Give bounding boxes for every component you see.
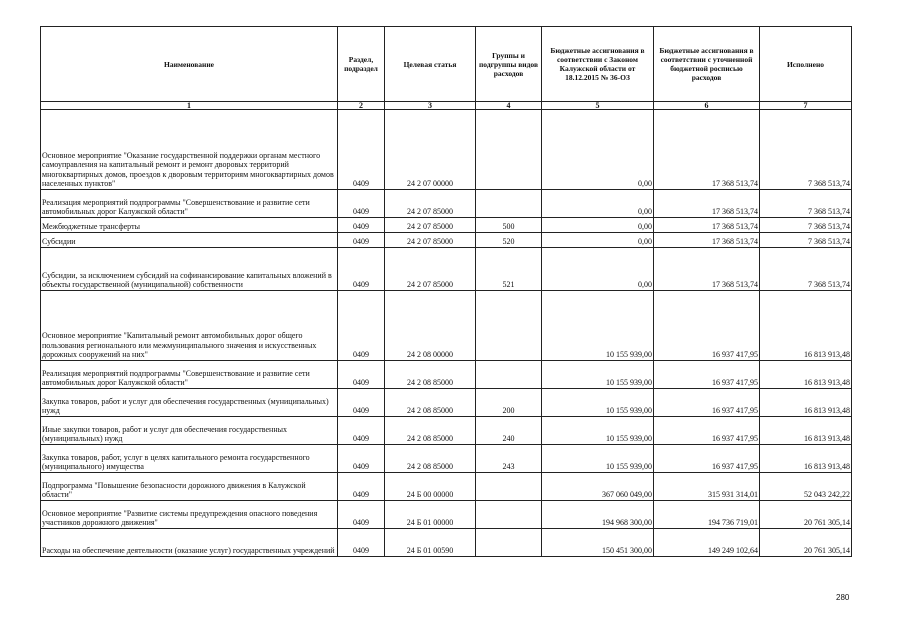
table-cell-target: 24 2 07 85000 bbox=[385, 190, 476, 218]
table-cell-group: 240 bbox=[476, 417, 542, 445]
table-cell-refined: 16 937 417,95 bbox=[654, 291, 760, 361]
table-cell-executed: 7 368 513,74 bbox=[760, 248, 852, 291]
table-cell-name: Субсидии bbox=[41, 233, 338, 248]
table-cell-law: 10 155 939,00 bbox=[542, 291, 654, 361]
table-cell-section: 0409 bbox=[338, 417, 385, 445]
table-cell-law: 10 155 939,00 bbox=[542, 389, 654, 417]
table-cell-refined: 17 368 513,74 bbox=[654, 190, 760, 218]
table-cell-refined: 16 937 417,95 bbox=[654, 417, 760, 445]
table-row bbox=[41, 445, 852, 473]
table-cell-executed: 16 813 913,48 bbox=[760, 389, 852, 417]
table-row bbox=[41, 501, 852, 529]
table-cell-refined: 194 736 719,01 bbox=[654, 501, 760, 529]
table-cell-target: 24 Б 01 00000 bbox=[385, 501, 476, 529]
table-cell-executed: 16 813 913,48 bbox=[760, 445, 852, 473]
header-executed: Исполнено bbox=[760, 27, 852, 102]
table-cell-executed: 20 761 305,14 bbox=[760, 501, 852, 529]
table-cell-name: Основное мероприятие "Капитальный ремонт автомобильных дорог общего пользования регионального или межмуниципального значения и искусственных дорожных сооружений на них" bbox=[41, 291, 338, 361]
table-cell-refined: 16 937 417,95 bbox=[654, 361, 760, 389]
table-cell-target: 24 2 08 00000 bbox=[385, 291, 476, 361]
table-cell-refined: 315 931 314,01 bbox=[654, 473, 760, 501]
table-cell-executed: 16 813 913,48 bbox=[760, 291, 852, 361]
table-cell-executed: 52 043 242,22 bbox=[760, 473, 852, 501]
table-cell-name: Закупка товаров, работ и услуг для обеспечения государственных (муниципальных) нужд bbox=[41, 389, 338, 417]
table-cell-law: 367 060 049,00 bbox=[542, 473, 654, 501]
table-cell-group bbox=[476, 529, 542, 557]
table-cell-section: 0409 bbox=[338, 445, 385, 473]
table-cell-group: 500 bbox=[476, 218, 542, 233]
header-target: Целевая статья bbox=[385, 27, 476, 102]
table-cell-target: 24 Б 01 00590 bbox=[385, 529, 476, 557]
table-cell-section: 0409 bbox=[338, 110, 385, 190]
table-cell-group: 520 bbox=[476, 233, 542, 248]
table-cell-section: 0409 bbox=[338, 501, 385, 529]
table-cell-refined: 16 937 417,95 bbox=[654, 445, 760, 473]
header-row bbox=[41, 27, 852, 102]
table-cell-refined: 17 368 513,74 bbox=[654, 248, 760, 291]
table-cell-law: 0,00 bbox=[542, 248, 654, 291]
table-cell-refined: 16 937 417,95 bbox=[654, 389, 760, 417]
table-cell-group bbox=[476, 361, 542, 389]
table-cell-group bbox=[476, 291, 542, 361]
table-cell-name: Основное мероприятие "Развитие системы предупреждения опасного поведения участников дорожного движения" bbox=[41, 501, 338, 529]
table-cell-law: 10 155 939,00 bbox=[542, 361, 654, 389]
header-group: Группы и подгруппы видов расходов bbox=[476, 27, 542, 102]
table-cell-law: 194 968 300,00 bbox=[542, 501, 654, 529]
table-cell-name: Иные закупки товаров, работ и услуг для обеспечения государственных (муниципальных) нужд bbox=[41, 417, 338, 445]
table-cell-group bbox=[476, 501, 542, 529]
table-cell-executed: 7 368 513,74 bbox=[760, 110, 852, 190]
table-cell-name: Подпрограмма "Повышение безопасности дорожного движения в Калужской области" bbox=[41, 473, 338, 501]
table-row bbox=[41, 233, 852, 248]
table-cell-law: 0,00 bbox=[542, 110, 654, 190]
table-row bbox=[41, 291, 852, 361]
table-cell-refined: 17 368 513,74 bbox=[654, 218, 760, 233]
table-cell-target: 24 2 07 85000 bbox=[385, 248, 476, 291]
column-number: 1 bbox=[41, 102, 338, 110]
table-row bbox=[41, 473, 852, 501]
table-cell-law: 0,00 bbox=[542, 233, 654, 248]
table-cell-executed: 7 368 513,74 bbox=[760, 190, 852, 218]
table-cell-executed: 16 813 913,48 bbox=[760, 361, 852, 389]
budget-table bbox=[40, 26, 852, 557]
table-cell-section: 0409 bbox=[338, 233, 385, 248]
table-cell-target: 24 2 08 85000 bbox=[385, 445, 476, 473]
table-cell-section: 0409 bbox=[338, 361, 385, 389]
table-cell-target: 24 2 07 00000 bbox=[385, 110, 476, 190]
table-cell-section: 0409 bbox=[338, 291, 385, 361]
table-cell-refined: 17 368 513,74 bbox=[654, 110, 760, 190]
table-cell-law: 0,00 bbox=[542, 218, 654, 233]
table-cell-group bbox=[476, 110, 542, 190]
column-number: 5 bbox=[542, 102, 654, 110]
table-row bbox=[41, 248, 852, 291]
table-cell-group: 521 bbox=[476, 248, 542, 291]
column-number: 2 bbox=[338, 102, 385, 110]
table-cell-target: 24 2 07 85000 bbox=[385, 233, 476, 248]
table-cell-section: 0409 bbox=[338, 218, 385, 233]
table-cell-refined: 149 249 102,64 bbox=[654, 529, 760, 557]
column-number: 4 bbox=[476, 102, 542, 110]
table-row bbox=[41, 110, 852, 190]
table-cell-name: Реализация мероприятий подпрограммы "Совершенствование и развитие сети автомобильных дорог Калужской области" bbox=[41, 190, 338, 218]
table-cell-name: Субсидии, за исключением субсидий на софинансирование капитальных вложений в объекты государственной (муниципальной) собственности bbox=[41, 248, 338, 291]
table-cell-section: 0409 bbox=[338, 529, 385, 557]
table-cell-name: Основное мероприятие "Оказание государственной поддержки органам местного самоуправления на капитальный ремонт и ремонт дворовых территорий многоквартирных домов, проездов к дворовым территориям многоквартирных домов населенных пунктов" bbox=[41, 110, 338, 190]
table-cell-section: 0409 bbox=[338, 190, 385, 218]
table-cell-target: 24 2 08 85000 bbox=[385, 361, 476, 389]
table-row bbox=[41, 361, 852, 389]
column-number: 6 bbox=[654, 102, 760, 110]
table-cell-section: 0409 bbox=[338, 248, 385, 291]
table-row bbox=[41, 389, 852, 417]
table-cell-group: 243 bbox=[476, 445, 542, 473]
table-cell-law: 150 451 300,00 bbox=[542, 529, 654, 557]
table-cell-name: Межбюджетные трансферты bbox=[41, 218, 338, 233]
table-cell-name: Расходы на обеспечение деятельности (оказание услуг) государственных учреждений bbox=[41, 529, 338, 557]
table-cell-name: Реализация мероприятий подпрограммы "Совершенствование и развитие сети автомобильных дорог Калужской области" bbox=[41, 361, 338, 389]
table-cell-target: 24 Б 00 00000 bbox=[385, 473, 476, 501]
header-refined: Бюджетные ассигнования в соответствии с уточненной бюджетной росписью расходов bbox=[654, 27, 760, 102]
table-row bbox=[41, 529, 852, 557]
table-row bbox=[41, 190, 852, 218]
table-cell-target: 24 2 07 85000 bbox=[385, 218, 476, 233]
table-row bbox=[41, 218, 852, 233]
table-cell-executed: 7 368 513,74 bbox=[760, 233, 852, 248]
header-law: Бюджетные ассигнования в соответствии с Законом Калужской области от 18.12.2015 № 36-ОЗ bbox=[542, 27, 654, 102]
table-cell-executed: 16 813 913,48 bbox=[760, 417, 852, 445]
page-number: 280 bbox=[836, 593, 850, 602]
table-cell-group bbox=[476, 473, 542, 501]
table-cell-section: 0409 bbox=[338, 473, 385, 501]
table-row bbox=[41, 417, 852, 445]
header-section: Раздел, подраздел bbox=[338, 27, 385, 102]
table-cell-executed: 20 761 305,14 bbox=[760, 529, 852, 557]
table-cell-section: 0409 bbox=[338, 389, 385, 417]
table-cell-law: 0,00 bbox=[542, 190, 654, 218]
table-cell-law: 10 155 939,00 bbox=[542, 417, 654, 445]
column-number: 7 bbox=[760, 102, 852, 110]
table-cell-target: 24 2 08 85000 bbox=[385, 389, 476, 417]
table-cell-group bbox=[476, 190, 542, 218]
table-cell-executed: 7 368 513,74 bbox=[760, 218, 852, 233]
table-cell-name: Закупка товаров, работ, услуг в целях капитального ремонта государственного (муниципального) имущества bbox=[41, 445, 338, 473]
table-cell-group: 200 bbox=[476, 389, 542, 417]
table-cell-law: 10 155 939,00 bbox=[542, 445, 654, 473]
column-number-row bbox=[41, 102, 852, 110]
header-name: Наименование bbox=[41, 27, 338, 102]
table-cell-target: 24 2 08 85000 bbox=[385, 417, 476, 445]
column-number: 3 bbox=[385, 102, 476, 110]
table-cell-refined: 17 368 513,74 bbox=[654, 233, 760, 248]
